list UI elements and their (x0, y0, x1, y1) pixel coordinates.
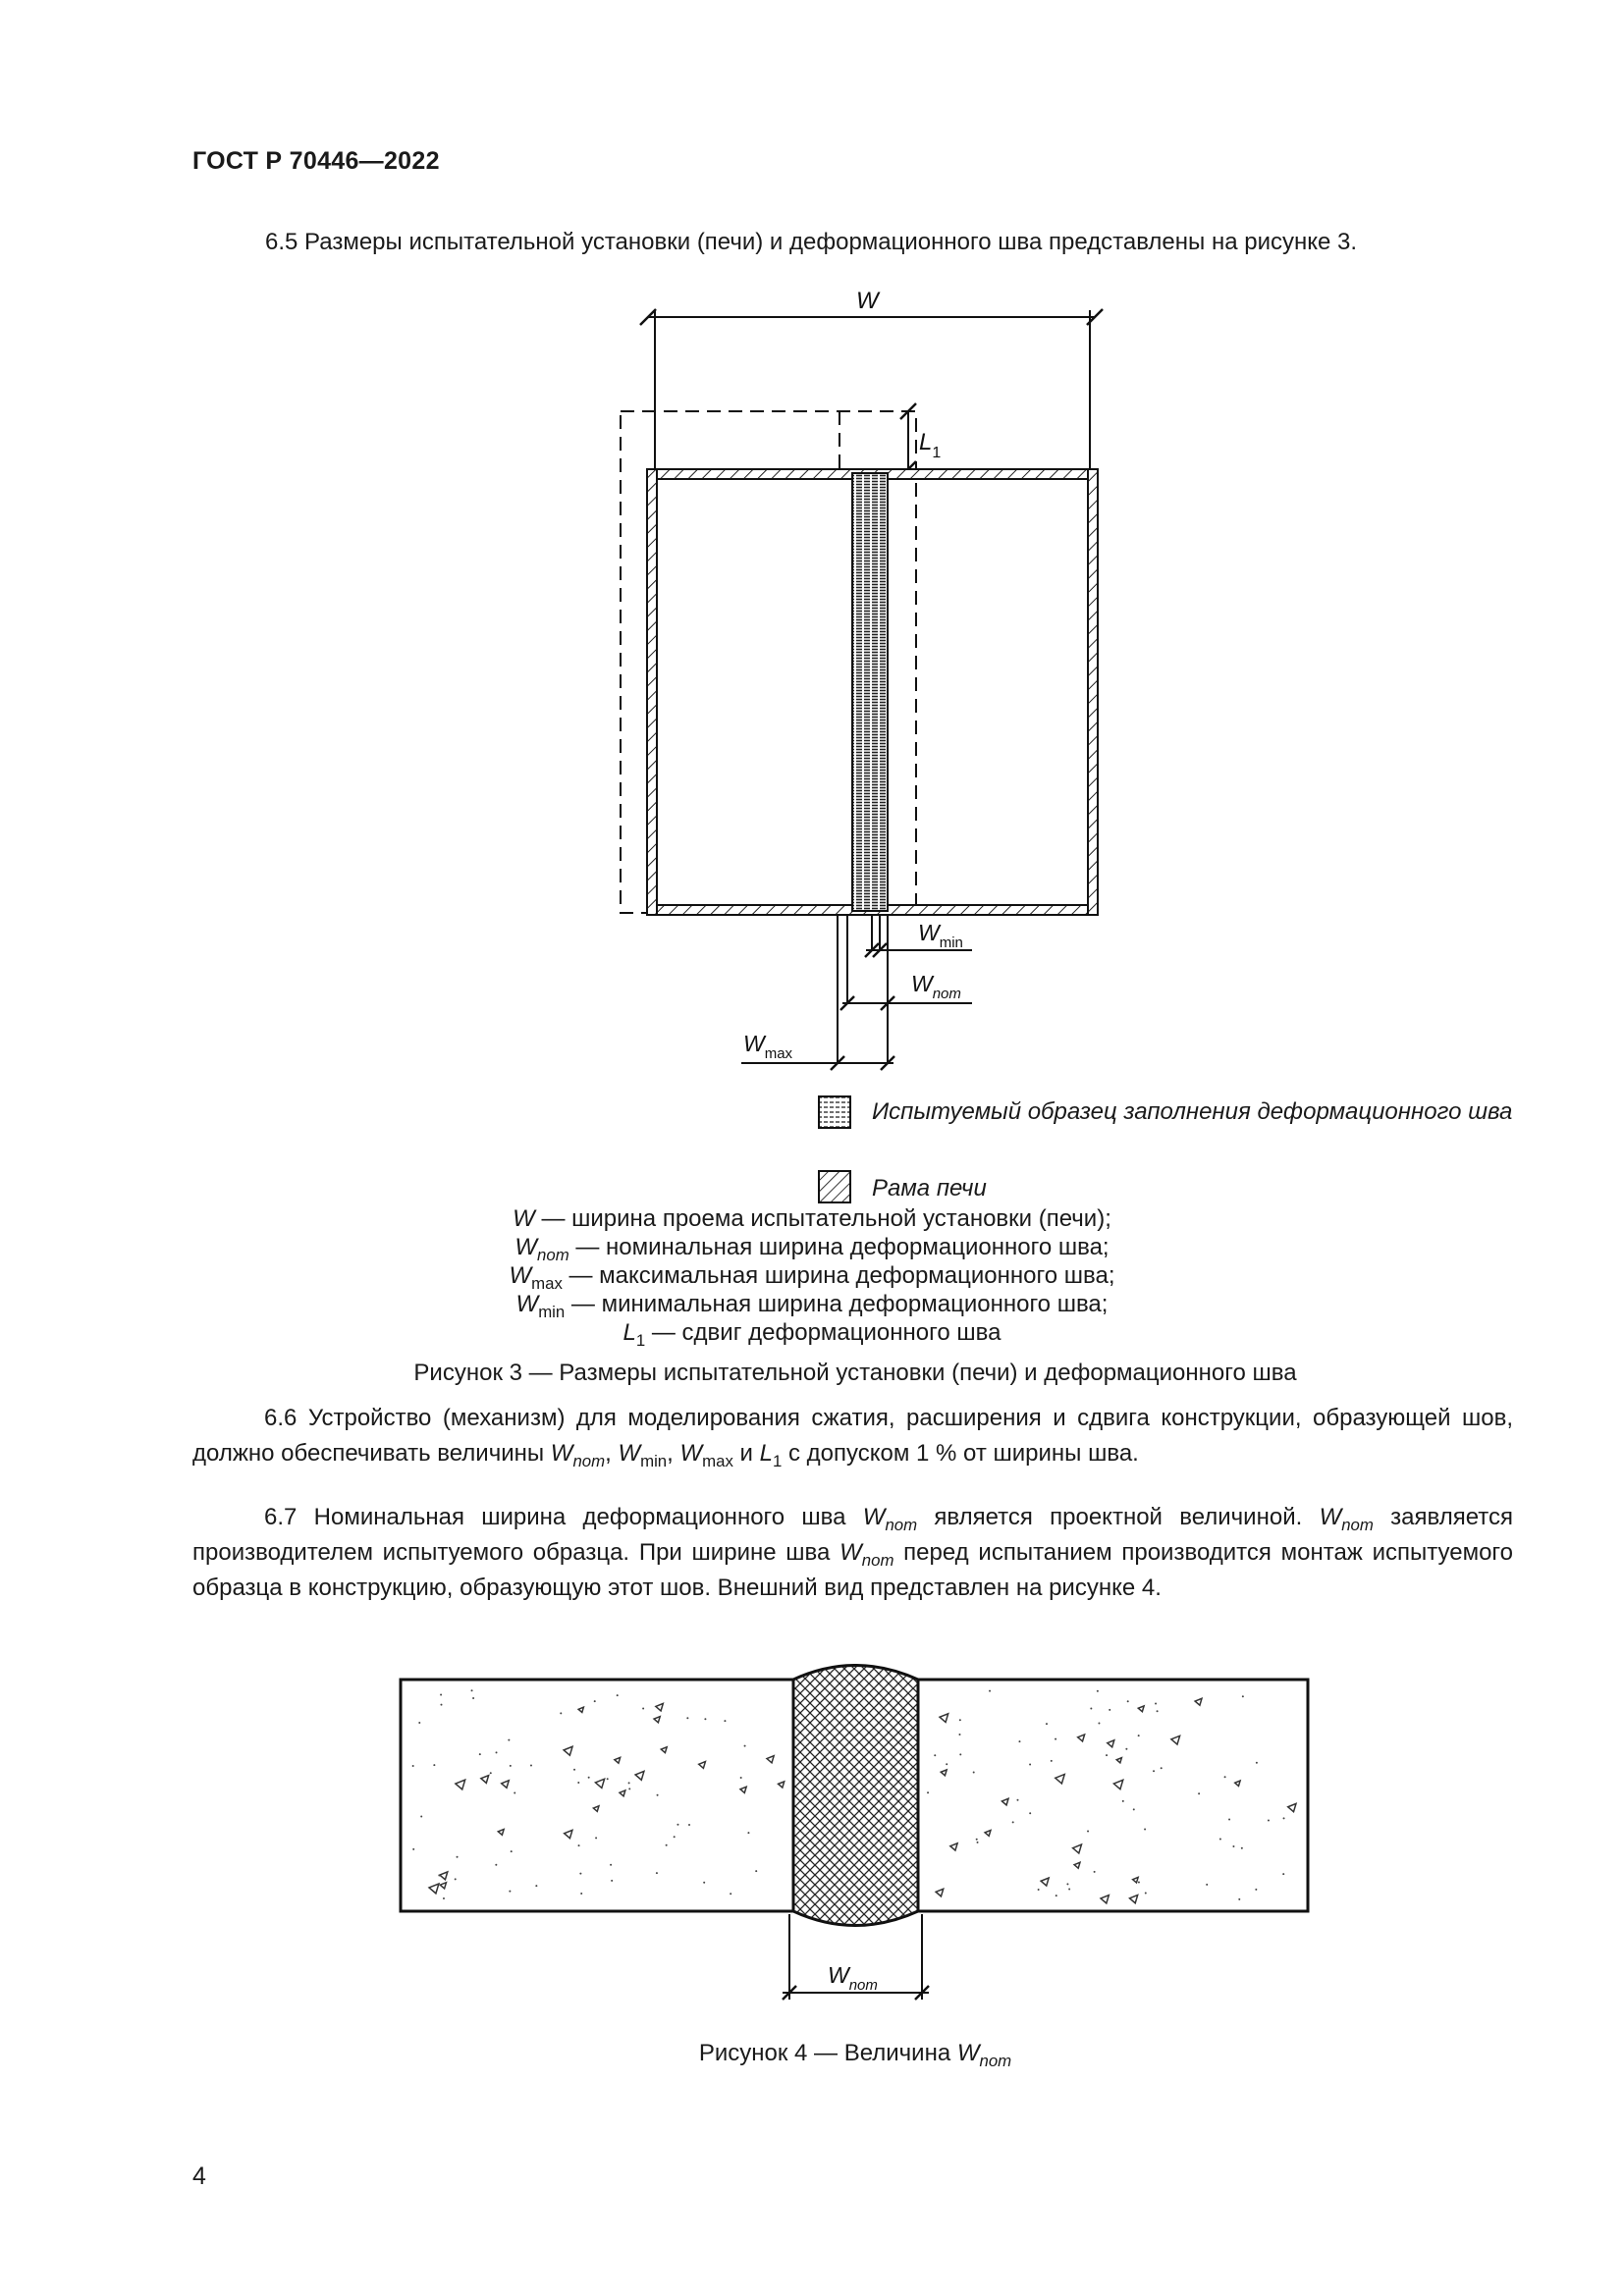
aggregate-dot (1144, 1828, 1146, 1830)
aggregate-dot (1242, 1695, 1244, 1697)
aggregate-dot (1283, 1817, 1285, 1819)
aggregate-dot (1029, 1812, 1031, 1814)
legend-frame-swatch (818, 1170, 851, 1203)
aggregate-dot (744, 1745, 746, 1747)
aggregate-dot (509, 1891, 511, 1893)
seam-sample (852, 473, 888, 911)
seam-filler (793, 1666, 918, 1926)
aggregate-dot (927, 1791, 929, 1793)
aggregate-dot (611, 1880, 613, 1882)
aggregate-dot (628, 1782, 630, 1784)
figure-3-explanation (0, 1204, 1624, 1350)
aggregate-dot (1056, 1895, 1057, 1896)
aggregate-dot (958, 1734, 960, 1735)
aggregate-dot (1238, 1898, 1240, 1900)
figure-4-diagram (393, 1664, 1326, 2022)
aggregate-dot (573, 1769, 575, 1771)
aggregate-dot (1282, 1873, 1284, 1875)
concrete-slab-right (918, 1680, 1308, 1911)
aggregate-dot (1016, 1799, 1018, 1801)
aggregate-dot (677, 1824, 678, 1826)
aggregate-dot (1133, 1808, 1135, 1810)
aggregate-dot (471, 1689, 473, 1691)
figure-4-caption: Рисунок 4 — Величина $W_{nom}$ (698, 2040, 1012, 2070)
aggregate-dot (1097, 1690, 1099, 1692)
aggregate-dot (1241, 1847, 1243, 1849)
wmin-label: $W_{min}$ (918, 920, 963, 951)
aggregate-dot (704, 1718, 706, 1720)
aggregate-dot (577, 1782, 579, 1784)
legend-sample-swatch (818, 1095, 851, 1129)
aggregate-dot (1087, 1830, 1089, 1832)
aggregate-dot (510, 1765, 512, 1767)
aggregate-dot (1224, 1776, 1226, 1778)
aggregate-dot (508, 1739, 510, 1741)
aggregate-dot (674, 1836, 676, 1838)
aggregate-dot (457, 1856, 459, 1858)
aggregate-dot (560, 1712, 562, 1714)
explain-line-wnom: $W_{nom}$ — номинальная ширина деформационного шва; (514, 1234, 1110, 1264)
aggregate-dot (1206, 1884, 1208, 1886)
aggregate-dot (686, 1717, 688, 1719)
aggregate-dot (1153, 1770, 1155, 1772)
aggregate-dot (755, 1870, 757, 1872)
aggregate-dot (976, 1839, 978, 1841)
aggregate-dot (472, 1697, 474, 1699)
aggregate-dot (1256, 1762, 1258, 1764)
aggregate-dot (1145, 1892, 1147, 1894)
aggregate-dot (511, 1850, 513, 1852)
aggregate-dot (433, 1764, 435, 1766)
aggregate-dot (418, 1722, 420, 1724)
frame-right (1088, 469, 1098, 915)
explain-line-w: W — ширина проема испытательной установки (печи); (513, 1205, 1111, 1232)
aggregate-dot (1155, 1702, 1157, 1704)
aggregate-dot (1232, 1845, 1234, 1847)
aggregate-dot (977, 1842, 979, 1843)
aggregate-dot (934, 1754, 936, 1756)
figure-3-diagram (589, 285, 1139, 1080)
aggregate-dot (730, 1893, 731, 1895)
aggregate-dot (1255, 1889, 1257, 1891)
explain-line-wmax: $W_{max}$ — максимальная ширина деформационного шва; (509, 1262, 1115, 1293)
aggregate-dot (1068, 1888, 1070, 1890)
paragraph-6-7: 6.7 Номинальная ширина деформационного шва $W_{nom}$ является проектной величиной. $W_{nom}$ заявляется производителем испытуемого образца. При ширине шва $W_{nom}$ перед испытанием производится монтаж испытуемого образца в конструкцию, образующую этот шов. Внешний вид представлен на рисунке 4. (192, 1504, 1514, 1601)
paragraph-6-6: 6.6 Устройство (механизм) для моделирования сжатия, расширения и сдвига конструкции, образующей шов, должно обеспечивать величины $W_{nom}$, $W_{min}$, $W_{max}$ и $L_1$ с допуском 1 % от ширины шва. (192, 1405, 1513, 1470)
aggregate-dot (578, 1844, 580, 1846)
aggregate-dot (412, 1848, 414, 1850)
aggregate-dot (1125, 1748, 1127, 1750)
document-header: ГОСТ Р 70446—2022 (192, 147, 440, 175)
aggregate-dot (514, 1792, 515, 1794)
wmax-label: $W_{max}$ (743, 1031, 793, 1062)
aggregate-dot (666, 1844, 668, 1846)
aggregate-dot (1046, 1723, 1048, 1725)
aggregate-dot (1138, 1735, 1140, 1736)
aggregate-dot (594, 1700, 596, 1702)
aggregate-dot (412, 1765, 414, 1767)
aggregate-dot (617, 1694, 619, 1696)
aggregate-dot (959, 1753, 961, 1755)
aggregate-dot (1098, 1723, 1100, 1725)
aggregate-dot (628, 1788, 630, 1789)
aggregate-dot (724, 1720, 726, 1722)
wnom-label-fig4: $W_{nom}$ (828, 1962, 878, 1994)
aggregate-dot (455, 1878, 457, 1880)
aggregate-dot (973, 1772, 975, 1774)
aggregate-dot (443, 1897, 445, 1899)
aggregate-dot (1109, 1709, 1110, 1711)
aggregate-dot (588, 1777, 590, 1779)
aggregate-dot (959, 1719, 961, 1721)
aggregate-dot (656, 1872, 658, 1874)
figure-3-caption: Рисунок 3 — Размеры испытательной установки (печи) и деформационного шва (413, 1360, 1297, 1386)
aggregate-dot (530, 1765, 532, 1767)
aggregate-dot (1228, 1818, 1230, 1820)
aggregate-dot (535, 1885, 537, 1887)
aggregate-dot (1127, 1700, 1129, 1702)
aggregate-dot (1106, 1754, 1108, 1756)
aggregate-dot (440, 1704, 442, 1706)
paragraph-6-5: 6.5 Размеры испытательной установки (печи) и деформационного шва представлены на рисунке 3. (265, 229, 1358, 255)
aggregate-dot (1090, 1707, 1092, 1709)
aggregate-dot (440, 1693, 442, 1695)
wnom-label: $W_{nom}$ (911, 971, 961, 1002)
aggregate-dot (747, 1832, 749, 1834)
aggregate-dot (607, 1778, 609, 1780)
aggregate-dot (1268, 1820, 1270, 1822)
aggregate-dot (703, 1882, 705, 1884)
aggregate-dot (490, 1772, 492, 1774)
aggregate-dot (420, 1815, 422, 1817)
page-number: 4 (192, 2163, 206, 2190)
aggregate-dot (989, 1690, 991, 1692)
aggregate-dot (495, 1864, 497, 1866)
frame-left (647, 469, 657, 915)
l1-label: $L_1$ (919, 429, 942, 461)
legend-sample-text: Испытуемый образец заполнения деформационного шва (872, 1098, 1513, 1125)
aggregate-dot (1157, 1710, 1159, 1712)
aggregate-dot (946, 1763, 947, 1765)
aggregate-dot (479, 1753, 481, 1755)
aggregate-dot (1055, 1738, 1056, 1740)
aggregate-dot (688, 1824, 690, 1826)
aggregate-dot (740, 1777, 742, 1779)
aggregate-dot (642, 1707, 644, 1709)
aggregate-dot (1198, 1792, 1200, 1794)
concrete-slab-left (401, 1680, 793, 1911)
aggregate-dot (1138, 1882, 1140, 1884)
aggregate-dot (1051, 1760, 1053, 1762)
aggregate-dot (1018, 1740, 1020, 1742)
aggregate-dot (1066, 1883, 1068, 1885)
aggregate-dot (438, 1875, 440, 1877)
aggregate-dot (1161, 1767, 1163, 1769)
aggregate-dot (1012, 1821, 1014, 1823)
aggregate-dot (579, 1873, 581, 1875)
w-label: W (856, 288, 879, 314)
aggregate-dot (1038, 1889, 1040, 1891)
aggregate-dot (657, 1794, 659, 1796)
aggregate-dot (1122, 1800, 1124, 1802)
legend-frame-text: Рама печи (872, 1175, 987, 1201)
explain-line-l1: $L_1$ — сдвиг деформационного шва (623, 1319, 1001, 1350)
aggregate-dot (1219, 1838, 1221, 1840)
aggregate-dot (595, 1837, 597, 1839)
explain-line-wmin: $W_{min}$ — минимальная ширина деформационного шва; (515, 1291, 1109, 1321)
aggregate-dot (610, 1864, 612, 1866)
aggregate-dot (1029, 1763, 1031, 1765)
aggregate-dot (1094, 1871, 1096, 1873)
aggregate-dot (580, 1893, 582, 1895)
aggregate-dot (496, 1751, 498, 1753)
